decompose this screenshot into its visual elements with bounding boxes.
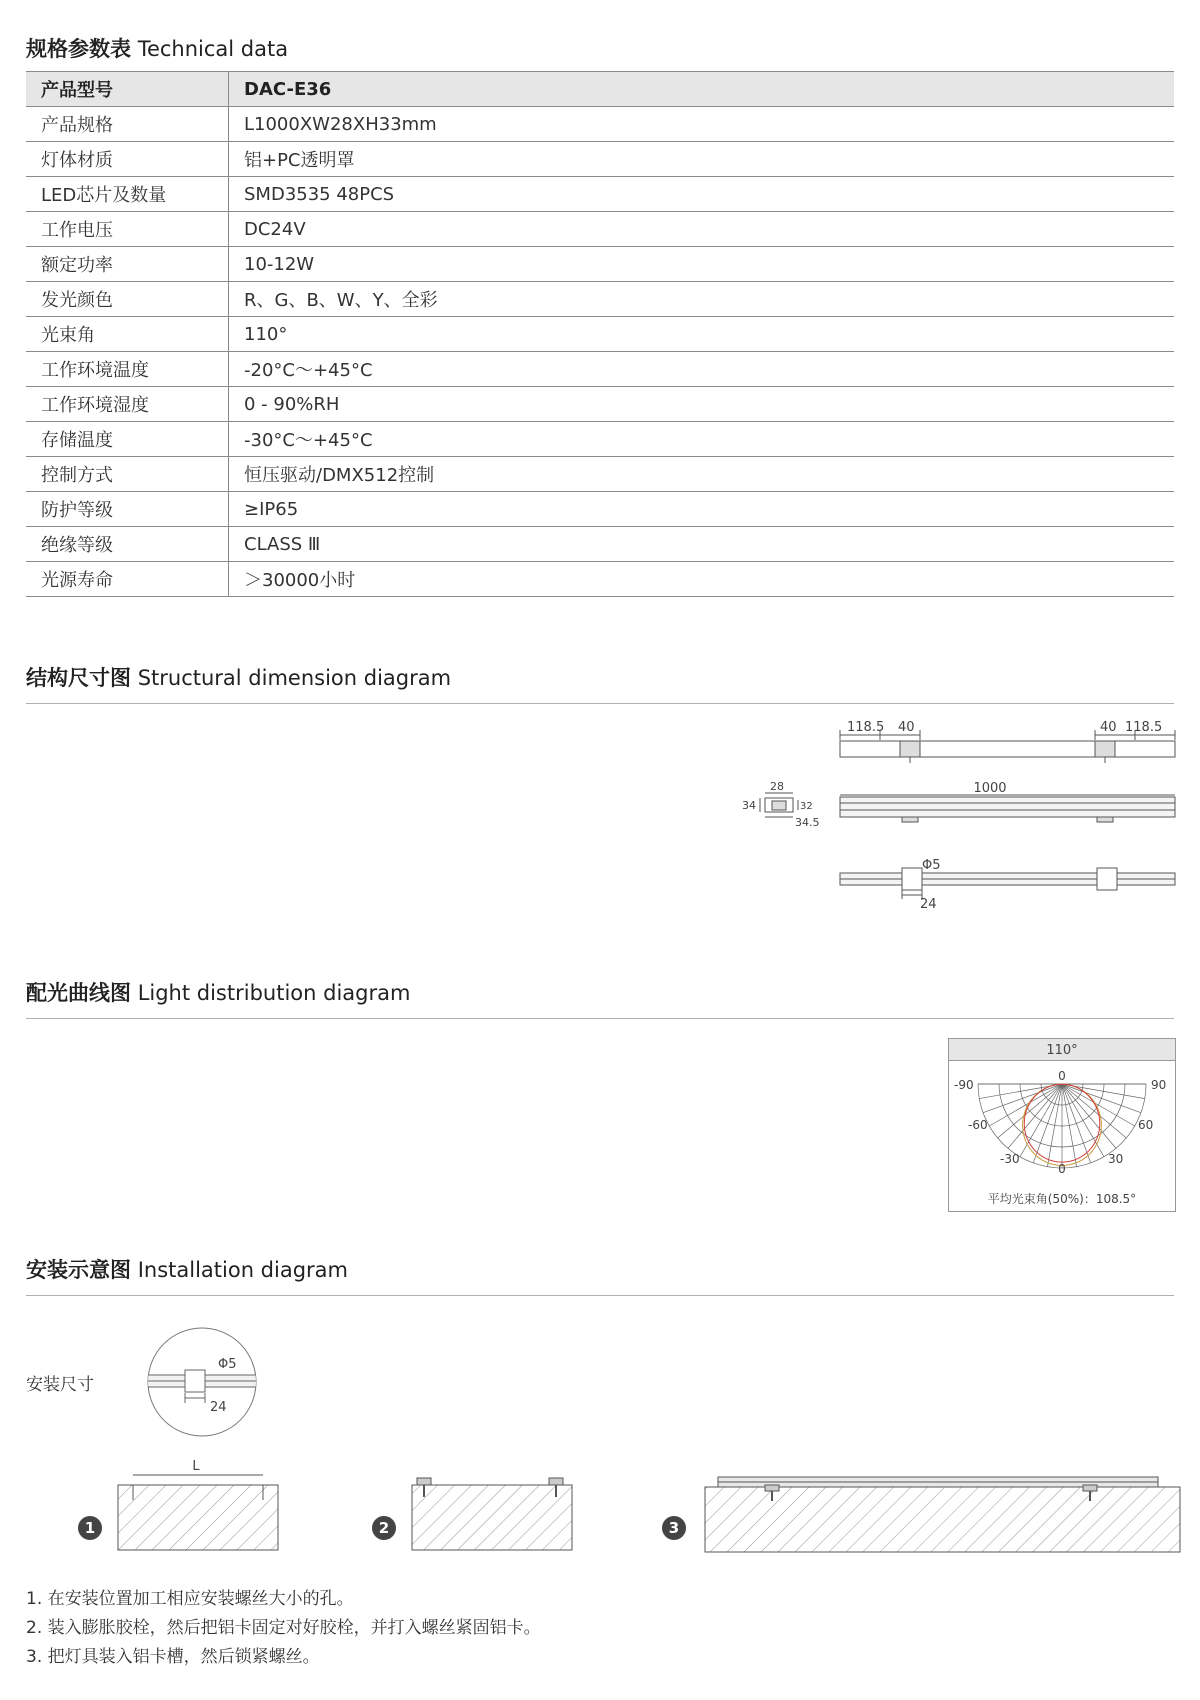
- clip-right-3: [1083, 1485, 1097, 1491]
- light-title-en: Light distribution diagram: [137, 981, 411, 1005]
- spec-key: 绝缘等级: [26, 527, 229, 562]
- dim-bracket-left: 40: [898, 720, 915, 735]
- angle-30: 30: [1108, 1152, 1124, 1166]
- spec-key: 工作环境温度: [26, 352, 229, 387]
- step1-dim: L: [192, 1459, 200, 1474]
- table-row: [26, 317, 1174, 352]
- clip: [1097, 817, 1113, 822]
- mount-detail: [140, 1325, 265, 1440]
- spec-key: 防护等级: [26, 492, 229, 527]
- bracket: [900, 741, 920, 757]
- dim-inner: 32: [800, 801, 813, 812]
- structural-diagram: [742, 715, 1180, 915]
- section-divider: [26, 1295, 1174, 1296]
- angle-0-bottom: 0: [1058, 1162, 1066, 1176]
- step-number-3: 3: [662, 1516, 686, 1540]
- spec-key: 灯体材质: [26, 142, 229, 177]
- technical-title-en: Technical data: [137, 37, 289, 61]
- spec-value: 110°: [229, 317, 1175, 352]
- install-section-title: [26, 1254, 348, 1284]
- spec-key: 额定功率: [26, 247, 229, 282]
- bracket-bottom: [902, 868, 922, 890]
- side-view: [840, 795, 1175, 822]
- spec-header-row: [26, 72, 1174, 107]
- technical-title-cn: 规格参数表: [26, 37, 131, 61]
- structural-title-en: Structural dimension diagram: [137, 666, 452, 690]
- structural-title-cn: 结构尺寸图: [26, 666, 131, 690]
- technical-section-title: [26, 33, 288, 63]
- spec-value: ≥IP65: [229, 492, 1175, 527]
- spec-value: 10-12W: [229, 247, 1175, 282]
- chart-caption: 平均光束角(50%)：108.5°: [987, 1192, 1137, 1206]
- profile-side: [840, 797, 1175, 817]
- clip: [902, 817, 918, 822]
- table-row: [26, 177, 1174, 212]
- spec-value: 铝+PC透明罩: [229, 142, 1175, 177]
- spec-value: 恒压驱动/DMX512控制: [229, 457, 1175, 492]
- dim-hole: Φ5: [922, 858, 941, 873]
- dim-length: 1000: [973, 781, 1007, 796]
- spec-header-key: 产品型号: [26, 72, 229, 107]
- spec-value: CLASS Ⅲ: [229, 527, 1175, 562]
- install-steps-diagram: [60, 1455, 1180, 1575]
- detail-hole: Φ5: [218, 1357, 237, 1372]
- table-row: [26, 492, 1174, 527]
- angle-neg90: -90: [954, 1078, 974, 1092]
- angle-neg60: -60: [968, 1118, 988, 1132]
- spec-value: R、G、B、W、Y、全彩: [229, 282, 1175, 317]
- angle-0-top: 0: [1058, 1069, 1066, 1083]
- section-core: [772, 801, 786, 810]
- dim-end-left: 118.5: [847, 720, 885, 735]
- bracket-bottom: [1097, 868, 1117, 890]
- profile-bar: [840, 741, 1175, 757]
- bottom-view: [840, 868, 1175, 899]
- angle-60: 60: [1138, 1118, 1154, 1132]
- dim-bracket-right: 40: [1100, 720, 1117, 735]
- dim-height: 34: [742, 799, 756, 812]
- cross-section: [760, 793, 798, 817]
- spec-key: 工作电压: [26, 212, 229, 247]
- table-row: [26, 422, 1174, 457]
- table-row: [26, 387, 1174, 422]
- spec-value: 0 - 90%RH: [229, 387, 1175, 422]
- install-step: 2. 装入膨胀胶栓，然后把铝卡固定对好胶栓，并打入螺丝紧固铝卡。: [26, 1618, 541, 1638]
- spec-key: 产品规格: [26, 107, 229, 142]
- install-title-cn: 安装示意图: [26, 1258, 131, 1282]
- table-row: [26, 562, 1174, 597]
- table-row: [26, 527, 1174, 562]
- spec-key: 控制方式: [26, 457, 229, 492]
- dim-width: 28: [770, 780, 784, 793]
- mount-size-label: 安装尺寸: [26, 1375, 94, 1395]
- install-step: 3. 把灯具装入铝卡槽，然后锁紧螺丝。: [26, 1647, 320, 1667]
- spec-value: L1000XW28XH33mm: [229, 107, 1175, 142]
- clip-left: [417, 1478, 431, 1485]
- table-row: [26, 247, 1174, 282]
- spec-key: 发光颜色: [26, 282, 229, 317]
- section-divider: [26, 703, 1174, 704]
- spec-key: 存储温度: [26, 422, 229, 457]
- dim-base: 34.5: [795, 816, 820, 829]
- spec-key: LED芯片及数量: [26, 177, 229, 212]
- spec-value: DC24V: [229, 212, 1175, 247]
- table-row: [26, 107, 1174, 142]
- spec-key: 光源寿命: [26, 562, 229, 597]
- section-divider: [26, 1018, 1174, 1019]
- spec-key: 工作环境湿度: [26, 387, 229, 422]
- wall-3: [705, 1487, 1180, 1552]
- wall-1: [118, 1485, 278, 1550]
- dim-clip: 24: [920, 897, 937, 912]
- clip-right: [549, 1478, 563, 1485]
- chart-header: 110°: [1046, 1043, 1078, 1058]
- clip-left-3: [765, 1485, 779, 1491]
- angle-90: 90: [1151, 1078, 1167, 1092]
- detail-clip: 24: [210, 1400, 227, 1415]
- step-number-1: 1: [78, 1516, 102, 1540]
- install-steps: [26, 1585, 541, 1672]
- structural-section-title: [26, 662, 451, 692]
- angle-neg30: -30: [1000, 1152, 1020, 1166]
- table-row: [26, 457, 1174, 492]
- install-title-en: Installation diagram: [137, 1258, 348, 1282]
- detail-bracket: [185, 1370, 205, 1392]
- bracket: [1095, 741, 1115, 757]
- spec-value: -20°C～+45°C: [229, 352, 1175, 387]
- table-row: [26, 212, 1174, 247]
- light-section-title: [26, 977, 410, 1007]
- dim-end-right: 118.5: [1125, 720, 1163, 735]
- light-title-cn: 配光曲线图: [26, 981, 131, 1005]
- spec-value: ＞30000小时: [229, 562, 1175, 597]
- table-row: [26, 352, 1174, 387]
- spec-value: -30°C～+45°C: [229, 422, 1175, 457]
- spec-table: [26, 71, 1174, 597]
- step-number-2: 2: [372, 1516, 396, 1540]
- table-row: [26, 282, 1174, 317]
- spec-value: SMD3535 48PCS: [229, 177, 1175, 212]
- install-step: 1. 在安装位置加工相应安装螺丝大小的孔。: [26, 1589, 354, 1609]
- light-distribution-chart: [948, 1038, 1176, 1212]
- spec-header-value: DAC-E36: [229, 72, 1175, 107]
- table-row: [26, 142, 1174, 177]
- spec-key: 光束角: [26, 317, 229, 352]
- wall-2: [412, 1485, 572, 1550]
